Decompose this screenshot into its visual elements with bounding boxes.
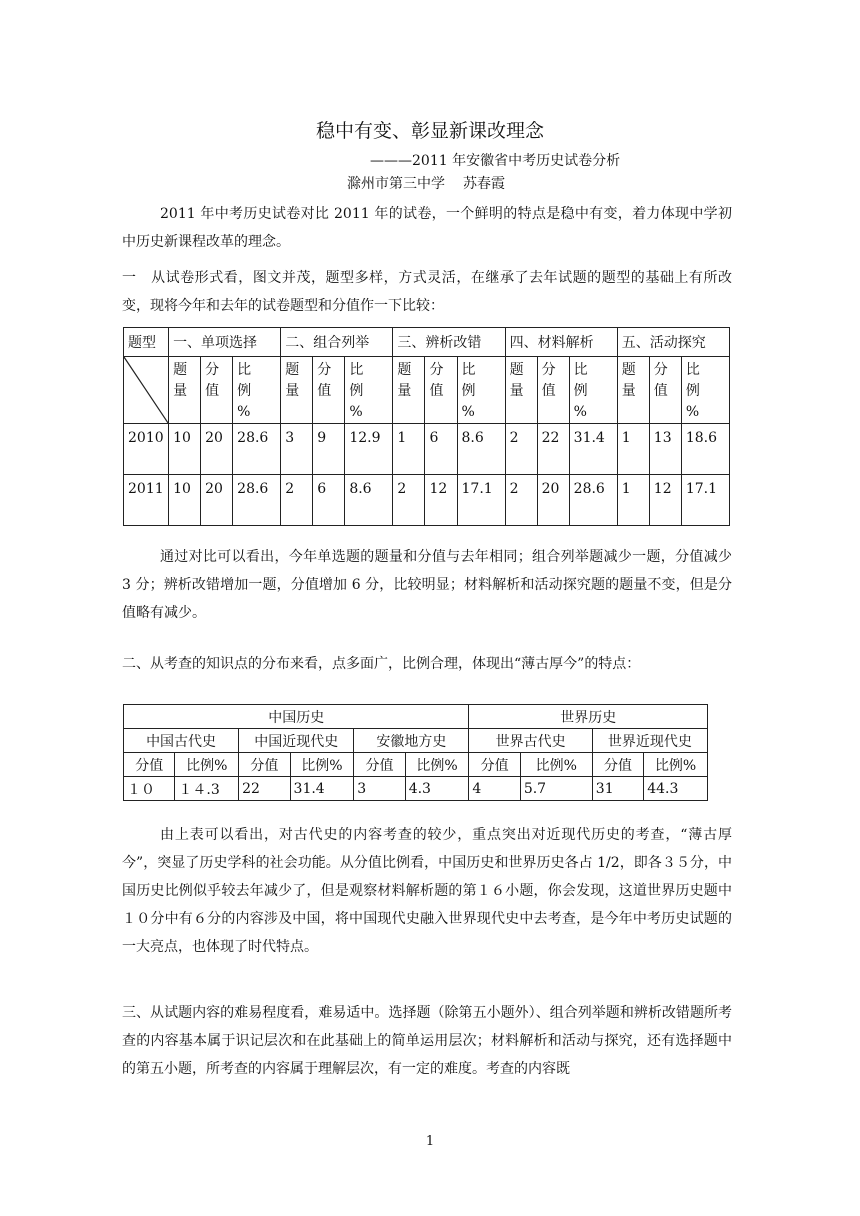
table-cell: 2 <box>505 475 537 526</box>
sub-header-score: 分 值 <box>537 357 569 424</box>
table-group-row <box>124 705 708 729</box>
subject-header: 世界近现代史 <box>592 729 707 753</box>
paragraph-comparison-analysis: 通过对比可以看出，今年单选题的题量和分值与去年相同；组合列举题减少一题，分值减少 3 分；辨析改错增加一题，分值增加 6 分，比较明显；材料解析和活动探究题的题量不变，但是分值略有减少。 <box>122 549 732 621</box>
table-cell: 3 <box>281 424 313 475</box>
paragraph-intro: 2011 年中考历史试卷对比 2011 年的试卷，一个鲜明的特点是稳中有变，着力体现中学初中历史新课程改革的理念。 <box>122 206 732 250</box>
table-cell: １０ <box>124 777 175 801</box>
subject-header: 世界古代史 <box>469 729 592 753</box>
table-cell: 17.1 <box>457 475 505 526</box>
table-cell: 8.6 <box>345 475 393 526</box>
sub-header-score: 分 值 <box>425 357 457 424</box>
document-subtitle: ———2011 年安徽省中考历史试卷分析 <box>370 153 621 169</box>
sub-header-ratio: 比 例 % <box>345 357 393 424</box>
col-score-header: 分值 <box>239 753 290 777</box>
table-row <box>124 475 730 526</box>
table-cell: 20 <box>201 475 233 526</box>
table-cell: 31.4 <box>569 424 617 475</box>
table-cell: 10 <box>169 475 201 526</box>
sub-header-ratio: 比 例 % <box>569 357 617 424</box>
table-cell: 6 <box>313 475 345 526</box>
table-cell: 28.6 <box>569 475 617 526</box>
group-header-china: 中国历史 <box>124 705 469 729</box>
col-score-header: 分值 <box>592 753 643 777</box>
author-line <box>347 173 505 193</box>
col-score-header: 分值 <box>124 753 175 777</box>
sub-header-count: 题 量 <box>393 357 425 424</box>
table-cell: 8.6 <box>457 424 505 475</box>
document-title: 稳中有变、彰显新课改理念 <box>315 120 544 142</box>
table-cell: 12 <box>649 475 681 526</box>
table-cell: 4 <box>469 777 520 801</box>
author-school: 滁州市第三中学 <box>347 176 445 192</box>
table-cell: 1 <box>617 424 649 475</box>
question-type-comparison-table <box>123 327 730 526</box>
table-cell: 12 <box>425 475 457 526</box>
table-cell: 28.6 <box>233 475 281 526</box>
sub-header-count: 题 量 <box>617 357 649 424</box>
sub-header-count: 题 量 <box>505 357 537 424</box>
sub-header-score: 分 值 <box>313 357 345 424</box>
table-cell: 3 <box>354 777 405 801</box>
col-ratio-header: 比例% <box>520 753 592 777</box>
type-header: 一、单项选择 <box>169 328 281 357</box>
table-cell: 13 <box>649 424 681 475</box>
type-header: 四、材料解析 <box>505 328 617 357</box>
table-header-row <box>124 328 730 357</box>
paragraph-section-1: 一 从试卷形式看，图文并茂，题型多样，方式灵活，在继承了去年试题的题型的基础上有所改变，现将今年和去年的试卷题型和分值作一下比较： <box>122 270 732 314</box>
table-cell: 22 <box>239 777 290 801</box>
table-cell: 2 <box>281 475 313 526</box>
knowledge-distribution-table <box>123 704 708 801</box>
table-cell: 1 <box>617 475 649 526</box>
table-cell: 10 <box>169 424 201 475</box>
author-name: 苏春霞 <box>463 176 505 192</box>
page-number: 1 <box>425 1134 435 1149</box>
table-cell: 4.3 <box>405 777 469 801</box>
subject-header: 中国古代史 <box>124 729 239 753</box>
diagonal-cell <box>124 357 169 424</box>
col-ratio-header: 比例% <box>290 753 354 777</box>
type-header: 二、组合列举 <box>281 328 393 357</box>
table-cell: 20 <box>201 424 233 475</box>
table-cell: 44.3 <box>644 777 708 801</box>
sub-header-ratio: 比 例 % <box>233 357 281 424</box>
table-row <box>124 777 708 801</box>
table-row <box>124 424 730 475</box>
table-cell: 1 <box>393 424 425 475</box>
table-cell: 20 <box>537 475 569 526</box>
table-corner-label: 题型 <box>124 328 169 357</box>
col-ratio-header: 比例% <box>405 753 469 777</box>
table-cell: 17.1 <box>681 475 729 526</box>
table-cell: 5.7 <box>520 777 592 801</box>
table-cell: 31.4 <box>290 777 354 801</box>
sub-header-ratio: 比 例 % <box>457 357 505 424</box>
table-subheader-row <box>124 357 730 424</box>
sub-header-count: 题 量 <box>169 357 201 424</box>
table-cell: 31 <box>592 777 643 801</box>
col-score-header: 分值 <box>469 753 520 777</box>
table-cell: 28.6 <box>233 424 281 475</box>
table-cell: 9 <box>313 424 345 475</box>
type-header: 五、活动探究 <box>617 328 729 357</box>
table-subject-row <box>124 729 708 753</box>
col-ratio-header: 比例% <box>175 753 239 777</box>
table-cell: 6 <box>425 424 457 475</box>
paragraph-section-2: 二、从考查的知识点的分布来看，点多面广，比例合理，体现出“薄古厚今”的特点： <box>122 656 641 672</box>
paragraph-distribution-analysis: 由上表可以看出，对古代史的内容考查的较少，重点突出对近现代历史的考查，“薄古厚今”，突显了历史学科的社会功能。从分值比例看，中国历史和世界历史各占 1/2，即各３５分，中国历史比例似乎较去年减少了，但是观察材料解析题的第１６小题，你会发现，这道世界历史题中１０分中有６分的内容涉及中国，将中国现代史融入世界现代史中去考查，是今年中考历史试题的一大亮点，也体现了时代特点。 <box>122 827 732 955</box>
table-cell: 2 <box>393 475 425 526</box>
col-ratio-header: 比例% <box>644 753 708 777</box>
table-column-row <box>124 753 708 777</box>
sub-header-count: 题 量 <box>281 357 313 424</box>
table-cell: 2 <box>505 424 537 475</box>
year-cell: 2010 <box>124 424 169 475</box>
table-cell: 12.9 <box>345 424 393 475</box>
subject-header: 中国近现代史 <box>239 729 354 753</box>
year-cell: 2011 <box>124 475 169 526</box>
sub-header-ratio: 比 例 % <box>681 357 729 424</box>
table-cell: 18.6 <box>681 424 729 475</box>
subject-header: 安徽地方史 <box>354 729 469 753</box>
paragraph-section-3: 三、从试题内容的难易程度看，难易适中。选择题（除第五小题外）、组合列举题和辨析改错题所考查的内容基本属于识记层次和在此基础上的简单运用层次；材料解析和活动与探究，还有选择题中的第五小题，所考查的内容属于理解层次，有一定的难度。考查的内容既 <box>122 1005 732 1077</box>
table-cell: １４.3 <box>175 777 239 801</box>
type-header: 三、辨析改错 <box>393 328 505 357</box>
group-header-world: 世界历史 <box>469 705 708 729</box>
sub-header-score: 分 值 <box>201 357 233 424</box>
col-score-header: 分值 <box>354 753 405 777</box>
table-cell: 22 <box>537 424 569 475</box>
sub-header-score: 分 值 <box>649 357 681 424</box>
